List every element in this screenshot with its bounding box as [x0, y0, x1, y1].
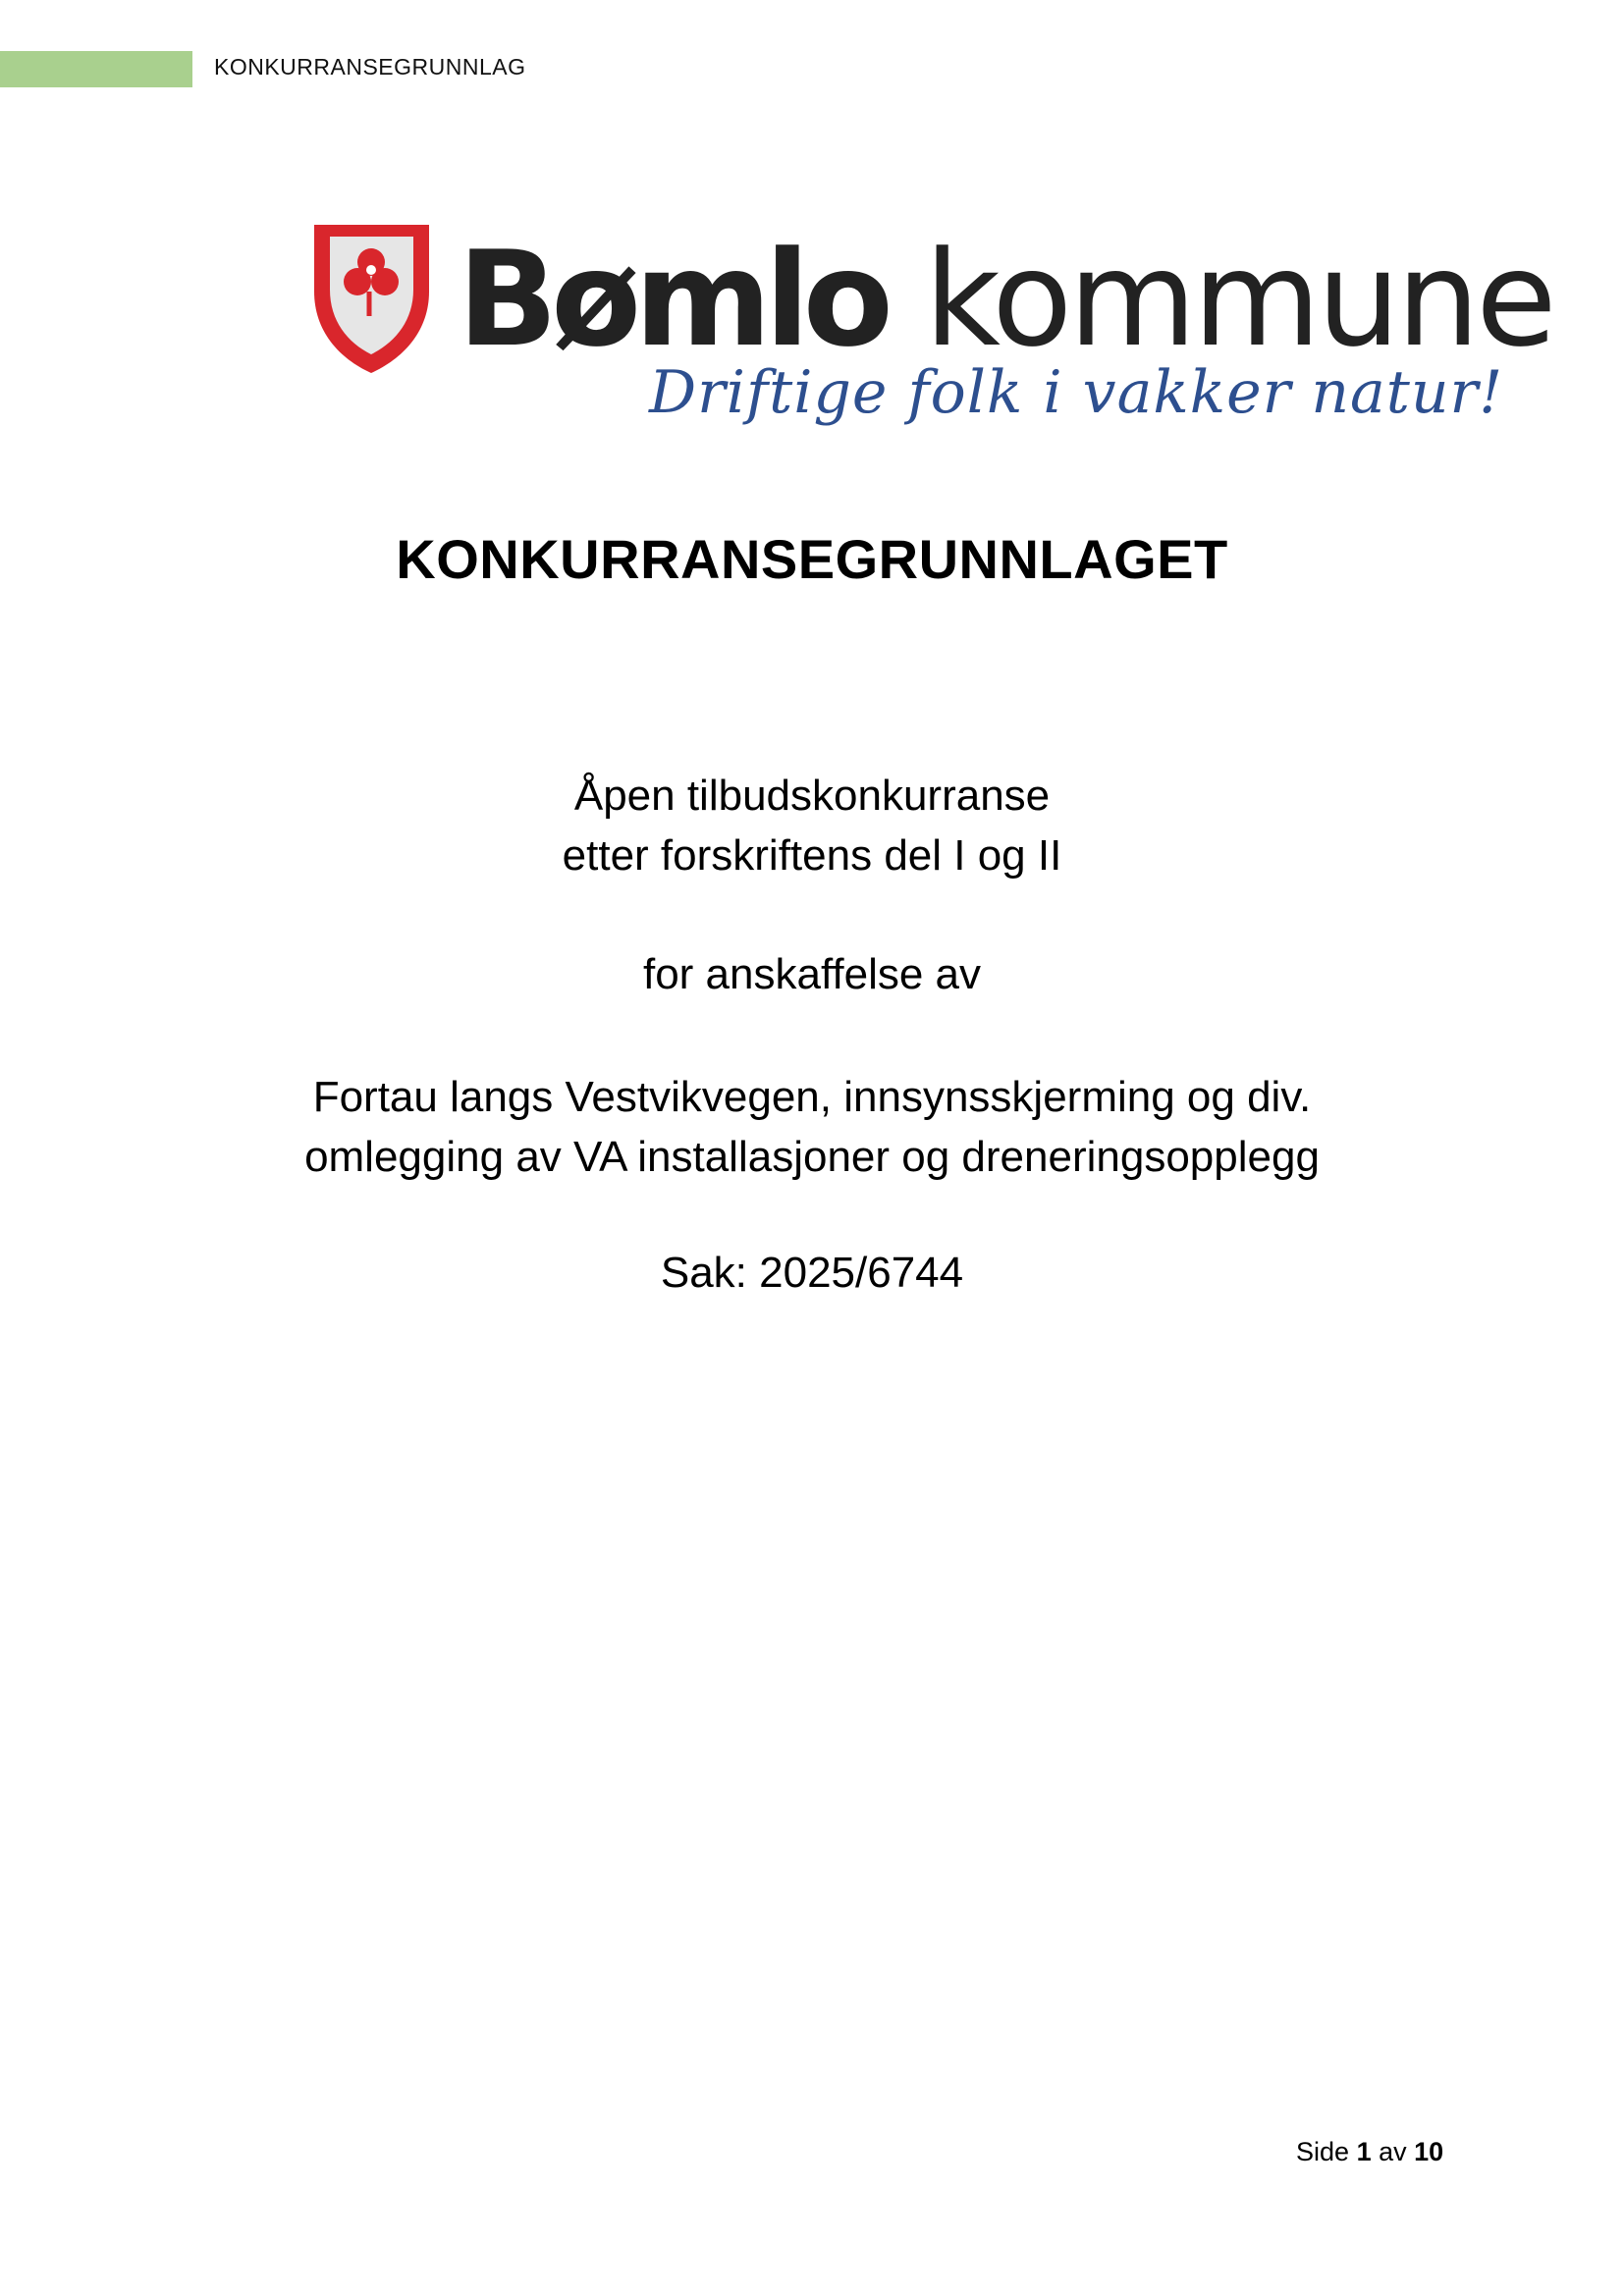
page-total: 10 — [1414, 2137, 1444, 2166]
page-number — [1296, 2137, 1443, 2167]
municipality-name-regular: kommune — [924, 223, 1553, 376]
page-of-label: av — [1379, 2137, 1407, 2166]
procedure-block — [0, 766, 1624, 885]
subject-block — [0, 1067, 1624, 1187]
document-title: KONKURRANSEGRUNNLAGET — [396, 528, 1228, 590]
header-label: KONKURRANSEGRUNNLAG — [214, 54, 526, 80]
municipality-name — [458, 221, 1553, 378]
municipality-slogan: Driftige folk i vakker natur! — [649, 358, 1504, 427]
case-block — [0, 1243, 1624, 1303]
municipality-name-bold: Bømlo — [458, 223, 887, 376]
for-line: for anskaffelse av — [642, 950, 982, 998]
page-side-label: Side — [1296, 2137, 1350, 2166]
subject-line-1: Fortau langs Vestvikvegen, innsynsskjerming og div. — [312, 1073, 1312, 1121]
header-accent-bar — [0, 51, 192, 87]
municipality-logo — [310, 221, 1553, 447]
subject-line-2: omlegging av VA installasjoner og dreneringsopplegg — [304, 1133, 1320, 1181]
case-number: Sak: 2025/6744 — [660, 1249, 964, 1297]
coat-of-arms-icon — [310, 223, 433, 375]
procedure-line-2: etter forskriftens del I og II — [562, 831, 1062, 880]
page-current: 1 — [1356, 2137, 1372, 2166]
procedure-line-1: Åpen tilbudskonkurranse — [573, 772, 1051, 820]
for-block — [0, 944, 1624, 1004]
